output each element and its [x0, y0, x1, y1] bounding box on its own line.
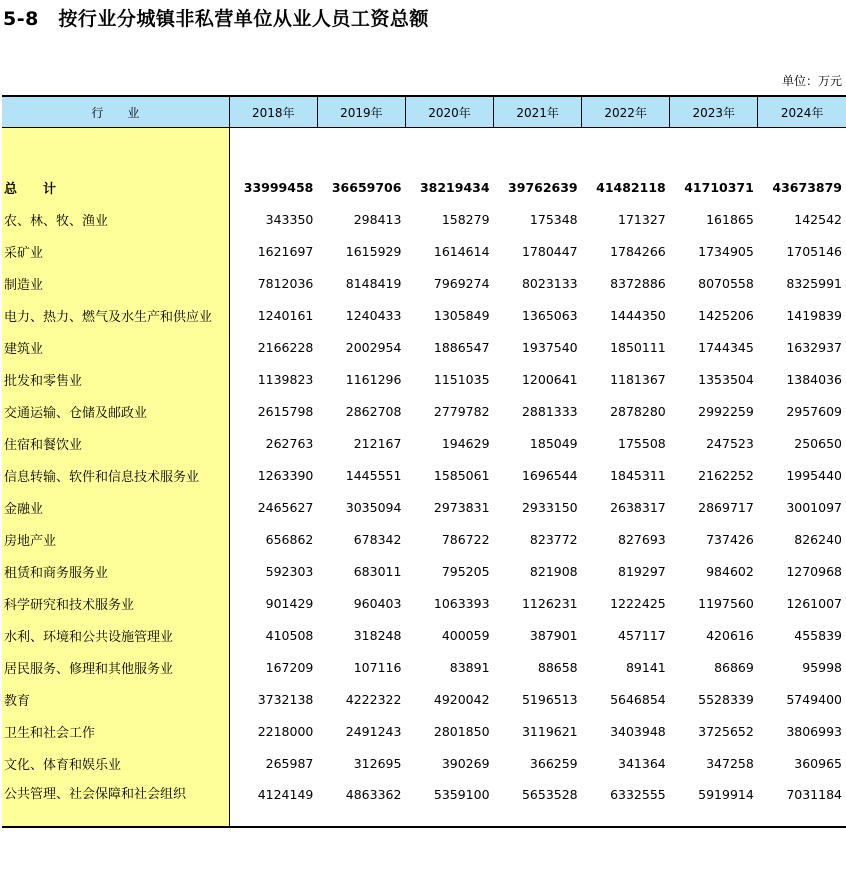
value-cell: 1445551 — [345, 467, 402, 483]
value-cell: 8070558 — [698, 275, 754, 291]
spacer-cell — [317, 128, 405, 172]
value-cell: 2779782 — [433, 403, 490, 419]
value-cell: 1886547 — [433, 339, 490, 355]
value-cell: 3403948 — [610, 723, 666, 739]
header-row — [2, 96, 846, 128]
value-cell: 1585061 — [433, 467, 490, 483]
value-cell: 410508 — [265, 627, 314, 643]
value-cell: 400059 — [441, 627, 490, 643]
table-title: 5-8 按行业分城镇非私营单位从业人员工资总额 — [3, 8, 429, 30]
value-cell: 175348 — [529, 211, 578, 227]
value-cell: 1305849 — [433, 307, 490, 323]
table-row — [2, 747, 846, 779]
value-cell: 89141 — [625, 659, 666, 675]
value-cell: 592303 — [265, 563, 314, 579]
value-cell: 86869 — [714, 659, 754, 675]
value-cell: 7969274 — [433, 275, 490, 291]
value-cell: 5749400 — [786, 691, 842, 707]
industry-name: 居民服务、修理和其他服务业 — [2, 651, 229, 683]
value-cell: 4863362 — [317, 779, 405, 827]
value-cell: 1384036 — [786, 371, 842, 387]
table-row — [2, 491, 846, 523]
table-row — [2, 555, 846, 587]
value-cell: 1151035 — [433, 371, 490, 387]
value-cell: 457117 — [618, 627, 666, 643]
spacer-cell — [582, 128, 670, 172]
header-year: 2018年 — [229, 96, 317, 128]
value-cell: 2166228 — [257, 339, 314, 355]
value-cell: 1419839 — [786, 307, 842, 323]
value-cell: 247523 — [706, 435, 754, 451]
value-cell: 88658 — [537, 659, 578, 675]
value-cell: 1632937 — [786, 339, 842, 355]
value-cell: 7812036 — [257, 275, 314, 291]
industry-name: 卫生和社会工作 — [2, 715, 229, 747]
value-cell: 2881333 — [521, 403, 578, 419]
value-cell: 737426 — [706, 531, 754, 547]
spacer-cell — [2, 128, 229, 172]
value-cell: 5359100 — [405, 779, 493, 827]
table-row — [2, 395, 846, 427]
value-cell: 312695 — [353, 755, 402, 771]
value-cell: 1240161 — [257, 307, 314, 323]
header-year: 2022年 — [582, 96, 670, 128]
value-cell: 3119621 — [521, 723, 578, 739]
spacer-row — [2, 128, 846, 172]
value-cell: 1181367 — [610, 371, 666, 387]
unit-label: 单位：万元 — [781, 74, 842, 88]
value-cell: 960403 — [353, 595, 402, 611]
value-cell: 1222425 — [610, 595, 666, 611]
value-cell: 2638317 — [610, 499, 666, 515]
value-cell: 2801850 — [433, 723, 490, 739]
value-cell: 1850111 — [610, 339, 666, 355]
value-cell: 1197560 — [698, 595, 754, 611]
value-cell: 3035094 — [345, 499, 402, 515]
value-cell: 1425206 — [698, 307, 754, 323]
value-cell: 1161296 — [345, 371, 402, 387]
value-cell: 5919914 — [670, 779, 758, 827]
table-row — [2, 683, 846, 715]
value-cell: 1261007 — [786, 595, 842, 611]
value-cell: 4124149 — [229, 779, 317, 827]
value-cell: 158279 — [441, 211, 490, 227]
value-cell: 318248 — [353, 627, 402, 643]
table-row — [2, 523, 846, 555]
value-cell: 683011 — [353, 563, 402, 579]
value-cell: 2002954 — [345, 339, 402, 355]
value-cell: 1845311 — [610, 467, 666, 483]
header-year: 2023年 — [670, 96, 758, 128]
value-cell: 41710371 — [684, 179, 754, 195]
value-cell: 1734905 — [698, 243, 754, 259]
value-cell: 38219434 — [419, 179, 490, 195]
value-cell: 390269 — [441, 755, 490, 771]
value-cell: 1240433 — [345, 307, 402, 323]
industry-name: 房地产业 — [2, 523, 229, 555]
value-cell: 821908 — [529, 563, 578, 579]
value-cell: 1200641 — [521, 371, 578, 387]
value-cell: 2878280 — [610, 403, 666, 419]
value-cell: 826240 — [794, 531, 842, 547]
value-cell: 455839 — [794, 627, 842, 643]
value-cell: 2218000 — [257, 723, 314, 739]
value-cell: 3001097 — [786, 499, 842, 515]
value-cell: 678342 — [353, 531, 402, 547]
header-industry: 行 业 — [2, 96, 229, 128]
total-row — [2, 171, 846, 203]
value-cell: 39762639 — [508, 179, 578, 195]
value-cell: 1784266 — [610, 243, 666, 259]
value-cell: 8023133 — [521, 275, 578, 291]
value-cell: 1614614 — [433, 243, 490, 259]
value-cell: 36659706 — [331, 179, 402, 195]
value-cell: 8372886 — [610, 275, 666, 291]
table-row — [2, 235, 846, 267]
value-cell: 185049 — [529, 435, 578, 451]
industry-name: 租赁和商务服务业 — [2, 555, 229, 587]
value-cell: 298413 — [353, 211, 402, 227]
value-cell: 1365063 — [521, 307, 578, 323]
table-row — [2, 715, 846, 747]
value-cell: 5196513 — [521, 691, 578, 707]
table-body — [2, 128, 846, 828]
table-row — [2, 651, 846, 683]
industry-name: 信息转输、软件和信息技术服务业 — [2, 459, 229, 491]
value-cell: 95998 — [802, 659, 842, 675]
table-row — [2, 779, 846, 827]
value-cell: 1063393 — [433, 595, 490, 611]
value-cell: 823772 — [529, 531, 578, 547]
value-cell: 6332555 — [582, 779, 670, 827]
table-row — [2, 203, 846, 235]
industry-name: 总 计 — [2, 171, 229, 203]
industry-name: 采矿业 — [2, 235, 229, 267]
value-cell: 1139823 — [257, 371, 314, 387]
value-cell: 7031184 — [758, 779, 846, 827]
industry-name: 农、林、牧、渔业 — [2, 203, 229, 235]
industry-name: 住宿和餐饮业 — [2, 427, 229, 459]
value-cell: 2933150 — [521, 499, 578, 515]
value-cell: 41482118 — [596, 179, 666, 195]
value-cell: 2973831 — [433, 499, 490, 515]
value-cell: 2465627 — [257, 499, 314, 515]
value-cell: 167209 — [265, 659, 314, 675]
industry-name: 教育 — [2, 683, 229, 715]
table-row — [2, 619, 846, 651]
value-cell: 1126231 — [521, 595, 578, 611]
value-cell: 107116 — [353, 659, 402, 675]
value-cell: 4920042 — [433, 691, 490, 707]
value-cell: 2862708 — [345, 403, 402, 419]
table-row — [2, 459, 846, 491]
value-cell: 8325991 — [786, 275, 842, 291]
value-cell: 212167 — [353, 435, 402, 451]
table-row — [2, 299, 846, 331]
value-cell: 2491243 — [345, 723, 402, 739]
value-cell: 387901 — [529, 627, 578, 643]
industry-name: 电力、热力、燃气及水生产和供应业 — [2, 299, 229, 331]
table-row — [2, 331, 846, 363]
value-cell: 3806993 — [786, 723, 842, 739]
value-cell: 33999458 — [243, 179, 314, 195]
value-cell: 420616 — [706, 627, 754, 643]
value-cell: 5646854 — [610, 691, 666, 707]
value-cell: 1444350 — [610, 307, 666, 323]
value-cell: 4222322 — [345, 691, 402, 707]
value-cell: 194629 — [441, 435, 490, 451]
spacer-cell — [494, 128, 582, 172]
value-cell: 1621697 — [257, 243, 314, 259]
spacer-cell — [229, 128, 317, 172]
value-cell: 1353504 — [698, 371, 754, 387]
value-cell: 1937540 — [521, 339, 578, 355]
value-cell: 656862 — [265, 531, 314, 547]
table-row — [2, 587, 846, 619]
spacer-cell — [670, 128, 758, 172]
industry-name: 科学研究和技术服务业 — [2, 587, 229, 619]
value-cell: 1696544 — [521, 467, 578, 483]
value-cell: 360965 — [794, 755, 842, 771]
industry-name: 金融业 — [2, 491, 229, 523]
industry-name: 建筑业 — [2, 331, 229, 363]
value-cell: 347258 — [706, 755, 754, 771]
value-cell: 786722 — [441, 531, 490, 547]
value-cell: 1263390 — [257, 467, 314, 483]
value-cell: 3725652 — [698, 723, 754, 739]
value-cell: 984602 — [706, 563, 754, 579]
spacer-cell — [758, 128, 846, 172]
header-year: 2020年 — [405, 96, 493, 128]
value-cell: 2992259 — [698, 403, 754, 419]
value-cell: 1705146 — [786, 243, 842, 259]
value-cell: 1270968 — [786, 563, 842, 579]
value-cell: 161865 — [706, 211, 754, 227]
value-cell: 827693 — [618, 531, 666, 547]
value-cell: 1615929 — [345, 243, 402, 259]
value-cell: 262763 — [265, 435, 314, 451]
value-cell: 3732138 — [257, 691, 314, 707]
table-row — [2, 267, 846, 299]
industry-name: 文化、体育和娱乐业 — [2, 747, 229, 779]
value-cell: 142542 — [794, 211, 842, 227]
spacer-cell — [405, 128, 493, 172]
value-cell: 2615798 — [257, 403, 314, 419]
value-cell: 2957609 — [786, 403, 842, 419]
value-cell: 1780447 — [521, 243, 578, 259]
value-cell: 175508 — [618, 435, 666, 451]
header-year: 2024年 — [758, 96, 846, 128]
header-year: 2021年 — [494, 96, 582, 128]
industry-name: 水利、环境和公共设施管理业 — [2, 619, 229, 651]
value-cell: 341364 — [618, 755, 666, 771]
value-cell: 343350 — [265, 211, 314, 227]
value-cell: 43673879 — [772, 179, 842, 195]
wage-table — [2, 95, 846, 828]
value-cell: 171327 — [618, 211, 666, 227]
value-cell: 265987 — [265, 755, 314, 771]
value-cell: 8148419 — [345, 275, 402, 291]
value-cell: 819297 — [618, 563, 666, 579]
value-cell: 1744345 — [698, 339, 754, 355]
industry-name: 制造业 — [2, 267, 229, 299]
value-cell: 83891 — [449, 659, 490, 675]
value-cell: 2162252 — [698, 467, 754, 483]
table-row — [2, 363, 846, 395]
value-cell: 1995440 — [786, 467, 842, 483]
value-cell: 2869717 — [698, 499, 754, 515]
header-year: 2019年 — [317, 96, 405, 128]
industry-name: 批发和零售业 — [2, 363, 229, 395]
value-cell: 901429 — [265, 595, 314, 611]
industry-name: 交通运输、仓储及邮政业 — [2, 395, 229, 427]
table-row — [2, 427, 846, 459]
value-cell: 250650 — [794, 435, 842, 451]
industry-name: 公共管理、社会保障和社会组织 — [2, 779, 229, 827]
value-cell: 795205 — [441, 563, 490, 579]
value-cell: 5653528 — [494, 779, 582, 827]
value-cell: 366259 — [529, 755, 578, 771]
value-cell: 5528339 — [698, 691, 754, 707]
